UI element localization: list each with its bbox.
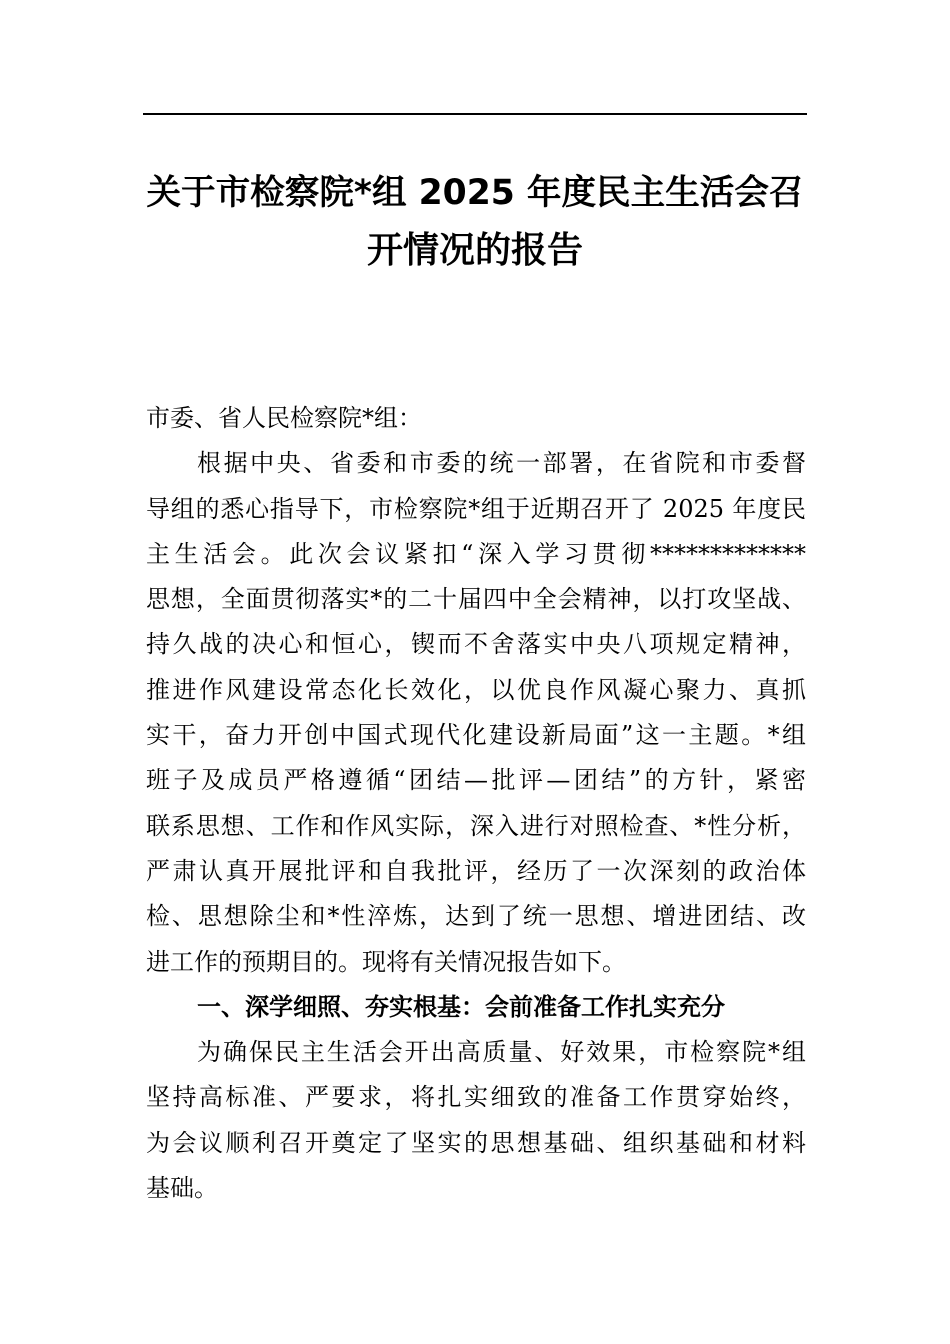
paragraph-1-line: 导组的悉心指导下，市检察院*组于近期召开了 2025 年度民 [146,494,806,523]
paragraph-2-line: 基础。 [146,1174,218,1203]
paragraph-1-line: 班子及成员严格遵循“团结—批评—团结”的方针，紧密 [146,766,806,795]
header-rule [143,113,807,115]
paragraph-1-line: 实干，奋力开创中国式现代化建设新局面”这一主题。*组 [146,721,806,750]
paragraph-1-line: 持久战的决心和恒心，锲而不舍落实中央八项规定精神， [146,630,806,659]
title-line-1: 关于市检察院*组 2025 年度民主生活会召 [146,173,804,213]
paragraph-2-line: 为确保民主生活会开出高质量、好效果，市检察院*组 [197,1038,806,1067]
document-body [146,396,806,1211]
paragraph-1-line: 检、思想除尘和*性淬炼，达到了统一思想、增进团结、改 [146,902,806,931]
paragraph-1-line: 思想，全面贯彻落实*的二十届四中全会精神，以打攻坚战、 [146,585,806,614]
paragraph-1-line: 主生活会。此次会议紧扣“深入学习贯彻************* [146,539,806,568]
salutation: 市委、省人民检察院*组： [146,404,422,432]
paragraph-1-line: 根据中央、省委和市委的统一部署，在省院和市委督 [197,449,806,478]
paragraph-1-line: 严肃认真开展批评和自我批评，经历了一次深刻的政治体 [146,856,806,885]
paragraph-1-line: 进工作的预期目的。现将有关情况报告如下。 [146,947,626,976]
paragraph-2-line: 坚持高标准、严要求，将扎实细致的准备工作贯穿始终， [146,1083,806,1112]
paragraph-2-line: 为会议顺利召开奠定了坚实的思想基础、组织基础和材料 [146,1128,806,1157]
section-heading-1: 一、深学细照、夯实根基：会前准备工作扎实充分 [197,992,725,1021]
paragraph-1-line: 推进作风建设常态化长效化，以优良作风凝心聚力、真抓 [146,675,806,704]
document-title [143,165,807,279]
paragraph-1-line: 联系思想、工作和作风实际，深入进行对照检查、*性分析， [146,811,806,840]
title-line-2: 开情况的报告 [366,230,583,271]
